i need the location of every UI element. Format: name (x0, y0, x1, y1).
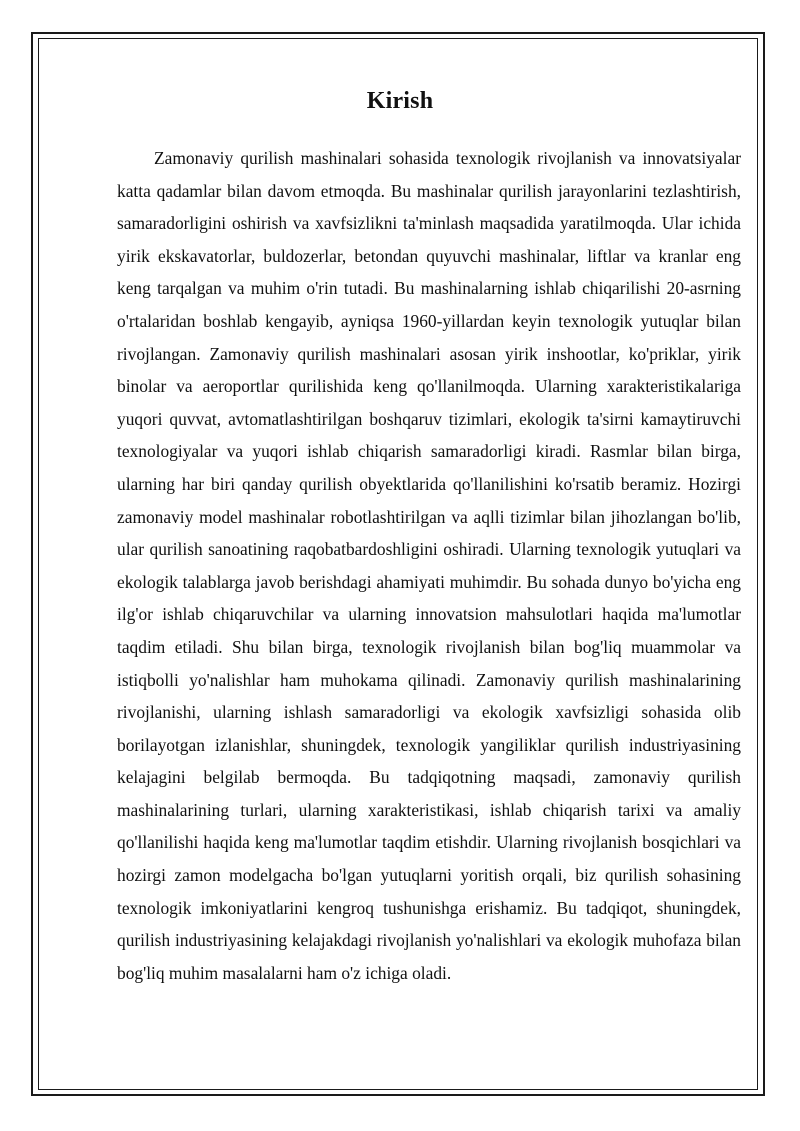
page-title: Kirish (366, 88, 434, 115)
body-paragraph: Zamonaviy qurilish mashinalari sohasida texnologik rivojlanish va innovatsiyalar katta qadamlar bilan davom etmoqda. Bu mashinalar qurilish jarayonlarini tezlashtirish, samaradorligini oshirish va xavfsizlikni ta'minlash maqsadida yaratilmoqda. Ular ichida yirik ekskavatorlar, buldozerlar, betondan quyuvchi mashinalar, liftlar va kranlar eng keng tarqalgan va muhim o'rin tutadi. Bu mashinalarning ishlab chiqarilishi 20-asrning o'rtalaridan boshlab kengayib, ayniqsa 1960-yillardan keyin texnologik yutuqlar bilan rivojlangan. Zamonaviy qurilish mashinalari asosan yirik inshootlar, ko'priklar, yirik binolar va aeroportlar qurilishida keng qo'llanilmoqda. Ularning xarakteristikalariga yuqori quvvat, avtomatlashtirilgan boshqaruv tizimlari, ekologik ta'sirni kamaytiruvchi texnologiyalar va yuqori ishlab chiqarish samaradorligi kiradi. Rasmlar bilan birga, ularning har biri qanday qurilish obyektlarida qo'llanilishini ko'rsatib beramiz. Hozirgi zamonaviy model mashinalar robotlashtirilgan va aqlli tizimlar bilan jihozlangan bo'lib, ular qurilish sanoatining raqobatbardoshligini oshiradi. Ularning texnologik yutuqlari va ekologik talablarga javob berishdagi ahamiyati muhimdir. Bu sohada dunyo bo'yicha eng ilg'or ishlab chiqaruvchilar va ularning innovatsion mahsulotlari haqida ma'lumotlar taqdim etiladi. Shu bilan birga, texnologik rivojlanish bilan bog'liq muammolar va istiqbolli yo'nalishlar ham muhokama qilinadi. Zamonaviy qurilish mashinalarining rivojlanishi, ularning ishlash samaradorligi va ekologik xavfsizligi sohasida olib borilayotgan izlanishlar, shuningdek, texnologik yangiliklar qurilish industriyasining kelajagini belgilab bermoqda. Bu tadqiqotning maqsadi, zamonaviy qurilish mashinalarining turlari, ularning xarakteristikasi, ishlab chiqarish tarixi va amaliy qo'llanilishi haqida keng ma'lumotlar taqdim etishdir. Ularning rivojlanish bosqichlari va hozirgi zamon modelgacha bo'lgan yutuqlarni yoritish orqali, biz qurilish sohasining texnologik imkoniyatlarini kengroq tushunishga erishamiz. Bu tadqiqot, shuningdek, qurilish industriyasining kelajakdagi rivojlanish yo'nalishlari va ekologik muhofaza bilan bog'liq muhim masalalarni ham o'z ichiga oladi. (117, 148, 741, 983)
